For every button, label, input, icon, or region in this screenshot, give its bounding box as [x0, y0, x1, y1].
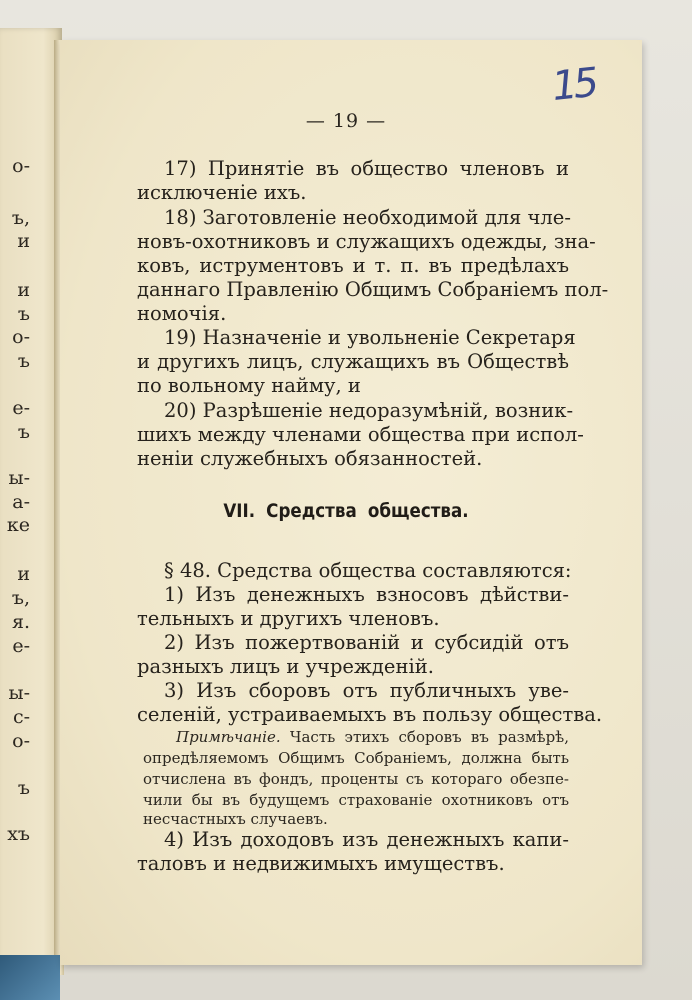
text-line: разныхъ лицъ и учрежденій.	[137, 655, 434, 678]
left-fragment: хъ	[7, 823, 30, 845]
text-line: исключеніе ихъ.	[137, 181, 307, 204]
note-line	[176, 727, 569, 747]
text-line: неніи служебныхъ обязанностей.	[137, 447, 483, 470]
left-fragment: и	[17, 563, 30, 585]
text-line: селеній, устраиваемыхъ въ пользу общества.	[137, 703, 603, 726]
text-line: тельныхъ и другихъ членовъ.	[137, 607, 440, 630]
left-fragment: с-	[12, 706, 30, 728]
note-label: Примѣчаніе.	[176, 728, 281, 746]
text-line: таловъ и недвижимыхъ имуществъ.	[137, 852, 505, 875]
note-text: Часть этихъ сборовъ въ размѣрѣ,	[289, 728, 569, 746]
text-line: 2) Изъ пожертвованій и субсидій отъ	[164, 631, 569, 654]
text-line: 18) Заготовленіе необходимой для чле-	[164, 206, 571, 229]
handwritten-page-mark: 15	[549, 59, 598, 111]
left-fragment: а-	[12, 491, 30, 513]
left-fragment: о-	[12, 730, 30, 752]
left-page-edge	[0, 28, 62, 968]
cover-corner	[0, 955, 60, 1000]
left-fragment: ъ	[17, 421, 30, 443]
note-line: опредѣляемомъ Общимъ Собраніемъ, должна быть	[143, 749, 569, 767]
left-fragment: о-	[12, 155, 30, 177]
left-fragment: ы-	[8, 467, 30, 489]
left-fragment: е-	[12, 635, 30, 657]
text-line: 4) Изъ доходовъ изъ денежныхъ капи-	[164, 828, 569, 851]
left-fragment: и	[17, 279, 30, 301]
text-line: 17) Принятіе въ общество членовъ и	[164, 157, 569, 180]
left-fragment: ъ	[17, 303, 30, 325]
text-line: 20) Разрѣшеніе недоразумѣній, возник-	[164, 399, 574, 422]
left-fragment: ъ	[17, 350, 30, 372]
left-fragment: о-	[12, 326, 30, 348]
left-fragment: ы-	[8, 682, 30, 704]
text-line: номочія.	[137, 302, 227, 325]
text-line: и другихъ лицъ, служащихъ въ Обществѣ	[137, 350, 569, 373]
note-line: несчастныхъ случаевъ.	[143, 810, 328, 828]
note-line: отчислена въ фондъ, проценты съ котораго обезпе-	[143, 770, 569, 788]
text-line: § 48. Средства общества составляются:	[164, 559, 572, 582]
text-line: ковъ, иструментовъ и т. п. въ предѣлахъ	[137, 254, 569, 277]
left-fragment: ъ	[17, 777, 30, 799]
text-line: 3) Изъ сборовъ отъ публичныхъ уве-	[164, 679, 569, 702]
note-line: чили бы въ будущемъ страхованіе охотниковъ отъ	[143, 791, 569, 809]
text-line: 19) Назначеніе и увольненіе Секретаря	[164, 326, 576, 349]
text-line: по вольному найму, и	[137, 374, 361, 397]
text-line: шихъ между членами общества при испол-	[137, 423, 584, 446]
left-fragment: ке	[6, 514, 30, 536]
text-line: новъ-охотниковъ и служащихъ одежды, зна-	[137, 230, 596, 253]
section-heading: VII. Средства общества.	[223, 500, 469, 522]
text-line: 1) Изъ денежныхъ взносовъ дѣйстви-	[164, 583, 569, 606]
left-fragment: ъ,	[11, 207, 30, 229]
text-line: даннаго Правленію Общимъ Собраніемъ пол-	[137, 278, 609, 301]
left-fragment: я.	[11, 611, 30, 633]
left-fragment: ъ,	[11, 587, 30, 609]
left-fragment: е-	[12, 397, 30, 419]
left-fragment: и	[17, 230, 30, 252]
page-number: — 19 —	[305, 110, 387, 132]
